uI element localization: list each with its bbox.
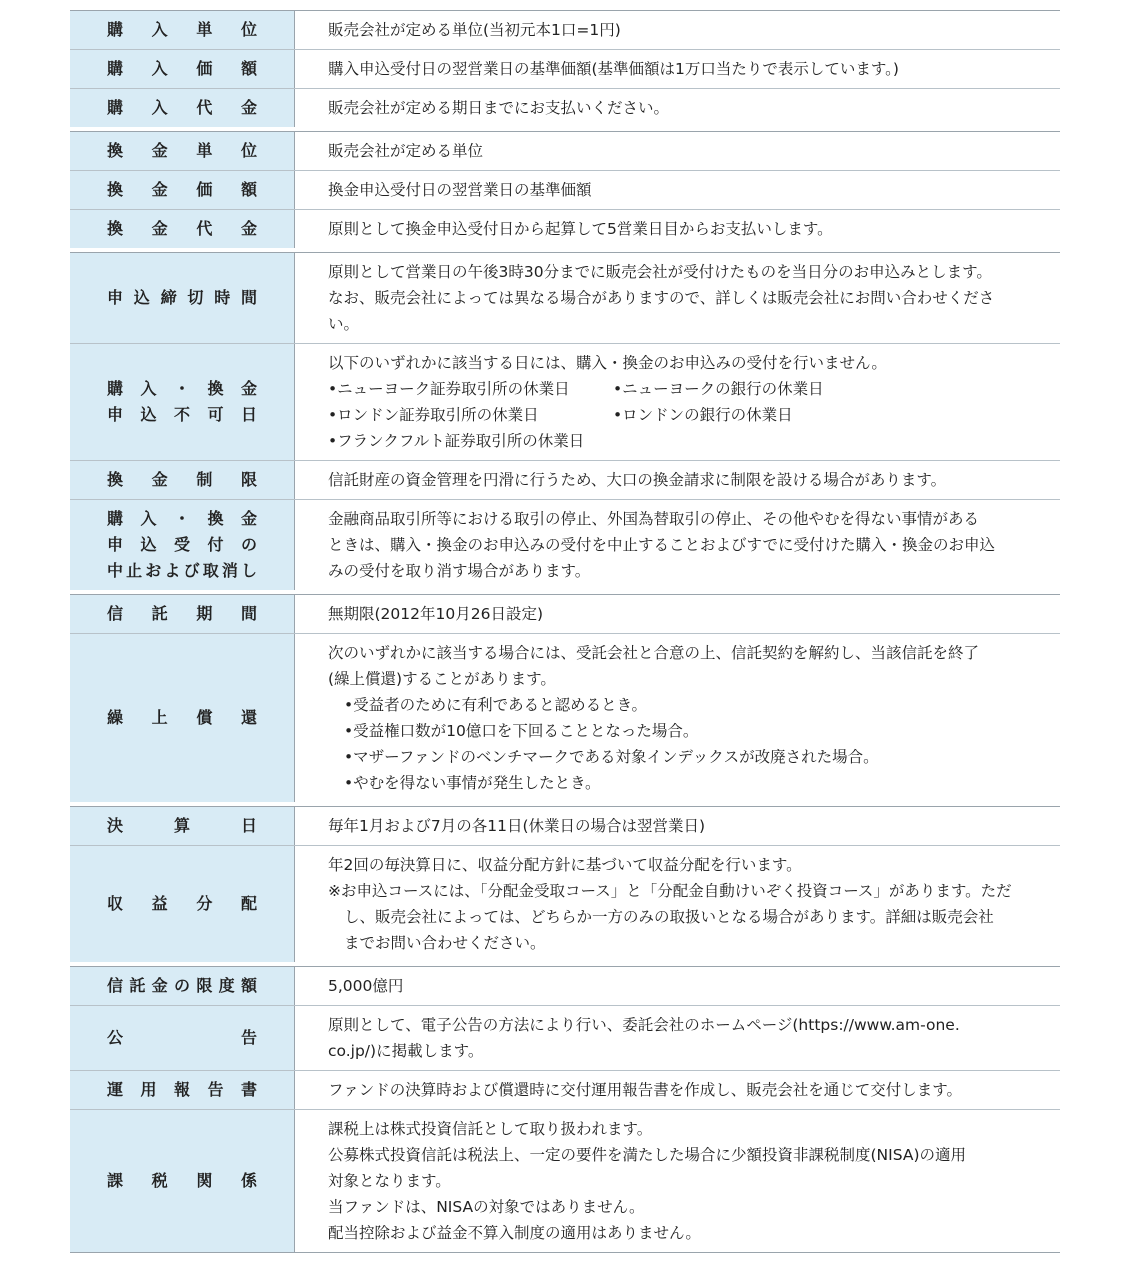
table-row — [70, 807, 1060, 846]
table-row — [70, 500, 1060, 590]
value-line: 対象となります。 — [328, 1172, 451, 1190]
row-label-text — [107, 891, 257, 917]
label-line: 信託金の限度額 — [107, 976, 257, 995]
table-row — [70, 89, 1060, 127]
label-line: 換金制限 — [107, 470, 257, 489]
row-label — [70, 461, 295, 499]
row-label-text — [107, 285, 257, 311]
label-line: 購入代金 — [107, 98, 257, 117]
row-value — [295, 1006, 1060, 1070]
note-continuation: し、販売会社によっては、どちらか一方のみの取扱いとなる場合があります。詳細は販売会社 — [344, 908, 994, 926]
bullet-item: •受益権口数が10億口を下回ることとなった場合。 — [344, 722, 699, 740]
value-line: 無期限(2012年10月26日設定) — [328, 605, 543, 623]
row-label-text — [107, 705, 257, 731]
value-line: い。 — [328, 315, 360, 333]
value-line: 原則として営業日の午後3時30分までに販売会社が受付けたものを当日分のお申込みとします。 — [328, 263, 992, 281]
table-row — [70, 595, 1060, 634]
label-line: 信託期間 — [107, 604, 257, 623]
table-row — [70, 132, 1060, 171]
table-row — [70, 253, 1060, 344]
row-label-text — [107, 973, 257, 999]
row-label — [70, 846, 295, 962]
row-label — [70, 807, 295, 845]
row-label — [70, 11, 295, 49]
value-line: 販売会社が定める期日までにお支払いください。 — [328, 99, 670, 117]
row-label-text — [107, 216, 257, 242]
value-line: 原則として、電子公告の方法により行い、委託会社のホームページ(https://www.am-one. — [328, 1016, 960, 1034]
row-value — [295, 500, 1060, 590]
row-value — [295, 50, 1060, 88]
table-row — [70, 344, 1060, 461]
value-line: co.jp/)に掲載します。 — [328, 1042, 484, 1060]
row-label — [70, 253, 295, 343]
bullet-item: •やむを得ない事情が発生したとき。 — [344, 774, 601, 792]
label-line: 課税関係 — [107, 1171, 257, 1190]
holiday-item: •ニューヨークの銀行の休業日 — [613, 380, 824, 398]
table-row — [70, 461, 1060, 500]
label-line: 決算日 — [107, 816, 257, 835]
row-label — [70, 595, 295, 633]
holiday-item: •ロンドンの銀行の休業日 — [613, 406, 793, 424]
row-label — [70, 132, 295, 170]
table-row — [70, 846, 1060, 962]
row-label — [70, 50, 295, 88]
row-label — [70, 171, 295, 209]
table-row — [70, 50, 1060, 89]
row-label — [70, 89, 295, 127]
value-line: 毎年1月および7月の各11日(休業日の場合は翌営業日) — [328, 817, 706, 835]
row-value — [295, 132, 1060, 170]
table-section — [70, 252, 1060, 590]
row-label-text — [107, 376, 257, 428]
label-line: 申込受付の — [107, 535, 257, 554]
note-continuation: までお問い合わせください。 — [344, 934, 546, 952]
value-line: ときは、購入・換金のお申込みの受付を中止することおよびすでに受付けた購入・換金のお申込 — [328, 536, 995, 554]
label-line: 換金価額 — [107, 180, 257, 199]
row-label — [70, 344, 295, 460]
row-label-text — [107, 95, 257, 121]
table-section — [70, 131, 1060, 248]
value-line: 次のいずれかに該当する場合には、受託会社と合意の上、信託契約を解約し、当該信託を終了 — [328, 644, 980, 662]
label-line: 運用報告書 — [107, 1080, 257, 1099]
label-line: 申込締切時間 — [107, 288, 257, 307]
label-line: 申込不可日 — [107, 405, 257, 424]
label-line: 繰上償還 — [107, 708, 257, 727]
row-label-text — [107, 56, 257, 82]
row-label — [70, 500, 295, 590]
table-section — [70, 10, 1060, 127]
row-label — [70, 634, 295, 802]
row-label-text — [107, 1077, 257, 1103]
holiday-pair — [328, 402, 1038, 428]
row-label — [70, 210, 295, 248]
value-line: 販売会社が定める単位 — [328, 142, 484, 160]
value-line: ファンドの決算時および償還時に交付運用報告書を作成し、販売会社を通じて交付します。 — [328, 1081, 962, 1099]
row-label-text — [107, 177, 257, 203]
label-line: 購入単位 — [107, 20, 257, 39]
value-line: 以下のいずれかに該当する日には、購入・換金のお申込みの受付を行いません。 — [328, 354, 887, 372]
row-value — [295, 634, 1060, 802]
row-value — [295, 210, 1060, 248]
value-line: 公募株式投資信託は税法上、一定の要件を満たした場合に少額投資非課税制度(NISA)の適用 — [328, 1146, 966, 1164]
row-value — [295, 461, 1060, 499]
row-label-text — [107, 467, 257, 493]
fund-terms-table — [70, 10, 1060, 1253]
label-line: 公告 — [107, 1028, 257, 1047]
row-value — [295, 253, 1060, 343]
row-label-text — [107, 1025, 257, 1051]
value-line: 信託財産の資金管理を円滑に行うため、大口の換金請求に制限を設ける場合があります。 — [328, 471, 947, 489]
table-row — [70, 1006, 1060, 1071]
value-line: みの受付を取り消す場合があります。 — [328, 562, 591, 580]
row-value — [295, 344, 1060, 460]
value-line: 購入申込受付日の翌営業日の基準価額(基準価額は1万口当たりで表示しています。) — [328, 60, 899, 78]
value-line: 換金申込受付日の翌営業日の基準価額 — [328, 181, 592, 199]
row-value — [295, 1110, 1060, 1252]
row-label — [70, 1006, 295, 1070]
label-line: 購入価額 — [107, 59, 257, 78]
table-section — [70, 966, 1060, 1253]
row-label — [70, 1110, 295, 1252]
value-line: 配当控除および益金不算入制度の適用はありません。 — [328, 1224, 701, 1242]
row-value — [295, 846, 1060, 962]
value-line: 5,000億円 — [328, 977, 404, 995]
row-label-text — [107, 506, 257, 584]
row-label — [70, 967, 295, 1005]
table-section — [70, 806, 1060, 962]
table-row — [70, 1071, 1060, 1110]
row-value — [295, 967, 1060, 1005]
value-line: 課税上は株式投資信託として取り扱われます。 — [328, 1120, 653, 1138]
holiday-item: •ニューヨーク証券取引所の休業日 — [328, 380, 570, 398]
holiday-pair — [328, 376, 1038, 402]
row-label — [70, 1071, 295, 1109]
label-line: 収益分配 — [107, 894, 257, 913]
row-value — [295, 171, 1060, 209]
bullet-item: •マザーファンドのベンチマークである対象インデックスが改廃された場合。 — [344, 748, 879, 766]
holiday-pair — [328, 428, 1038, 454]
holiday-item: •フランクフルト証券取引所の休業日 — [328, 432, 585, 450]
row-value — [295, 807, 1060, 845]
table-row — [70, 634, 1060, 802]
table-section — [70, 594, 1060, 802]
label-line: 換金単位 — [107, 141, 257, 160]
value-line: 年2回の毎決算日に、収益分配方針に基づいて収益分配を行います。 — [328, 856, 802, 874]
value-line: 原則として換金申込受付日から起算して5営業日目からお支払いします。 — [328, 220, 833, 238]
value-line: 金融商品取引所等における取引の停止、外国為替取引の停止、その他やむを得ない事情がある — [328, 510, 980, 528]
value-line: ※お申込コースには、「分配金受取コース」と「分配金自動けいぞく投資コース」があります。ただ — [328, 882, 1012, 900]
table-row — [70, 967, 1060, 1006]
row-value — [295, 595, 1060, 633]
table-row — [70, 11, 1060, 50]
bullet-item: •受益者のために有利であると認めるとき。 — [344, 696, 648, 714]
row-label-text — [107, 17, 257, 43]
value-line: 販売会社が定める単位(当初元本1口=1円) — [328, 21, 621, 39]
holiday-item: •ロンドン証券取引所の休業日 — [328, 406, 539, 424]
label-line: 換金代金 — [107, 219, 257, 238]
row-value — [295, 1071, 1060, 1109]
value-line: なお、販売会社によっては異なる場合がありますので、詳しくは販売会社にお問い合わせくださ — [328, 289, 995, 307]
row-label-text — [107, 138, 257, 164]
value-line: 当ファンドは、NISAの対象ではありません。 — [328, 1198, 645, 1216]
label-line: 購入・換金 — [107, 509, 257, 528]
row-label-text — [107, 813, 257, 839]
label-line: 中止および取消し — [107, 561, 257, 580]
table-row — [70, 210, 1060, 248]
row-value — [295, 89, 1060, 127]
row-value — [295, 11, 1060, 49]
label-line: 購入・換金 — [107, 379, 257, 398]
row-label-text — [107, 601, 257, 627]
row-label-text — [107, 1168, 257, 1194]
value-line: (繰上償還)することがあります。 — [328, 670, 556, 688]
table-row — [70, 1110, 1060, 1252]
table-row — [70, 171, 1060, 210]
